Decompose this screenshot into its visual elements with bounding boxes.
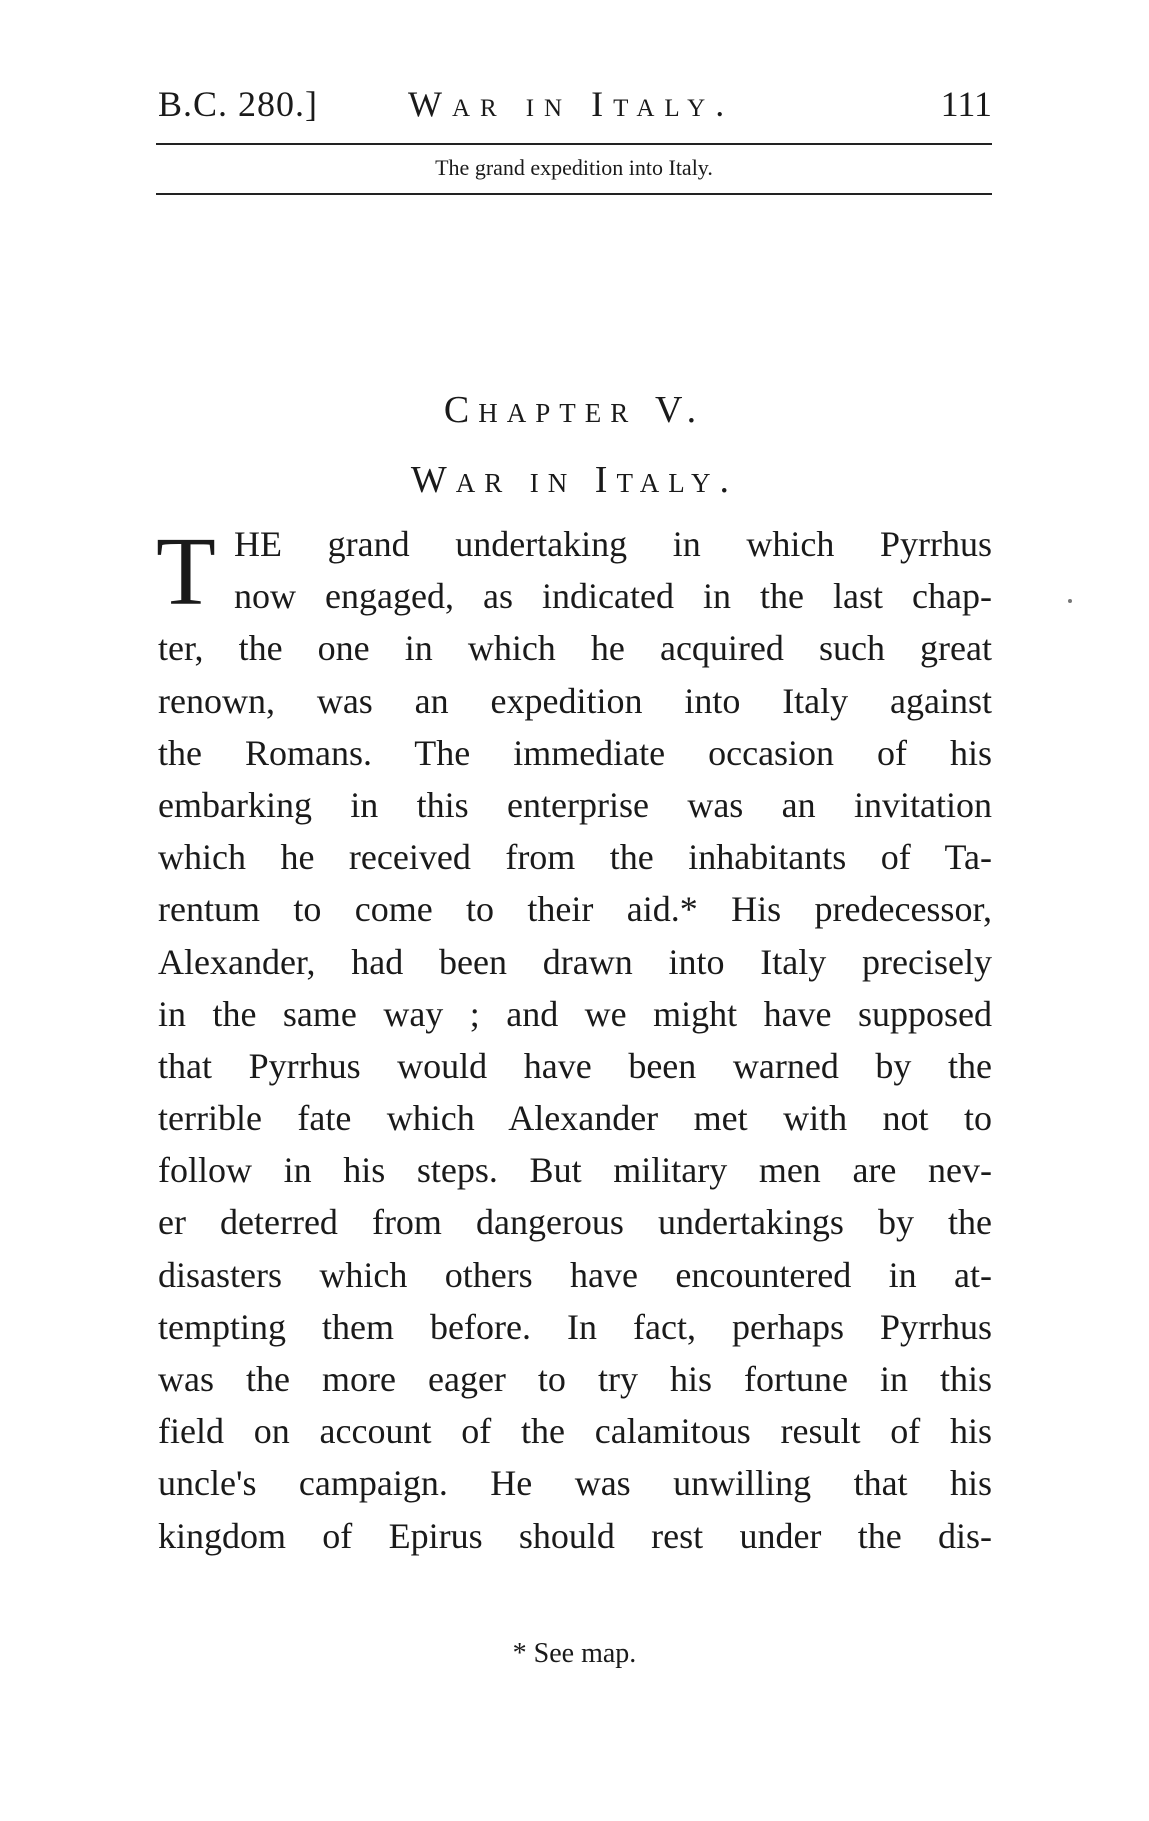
footnote: * See map. [512, 1638, 637, 1669]
body-line: renown, was an expedition into Italy against [158, 680, 992, 721]
print-speck [1068, 599, 1072, 603]
body-line: HE grand undertaking in which Pyrrhus [234, 524, 992, 564]
body-line: rentum to come to their aid.* His predecessor, [158, 889, 992, 930]
body-line: the Romans. The immediate occasion of his [158, 732, 992, 773]
body-line: Alexander, had been drawn into Italy precisely [158, 941, 992, 982]
body-line: tempting them before. In fact, perhaps Pyrrhus [158, 1306, 992, 1347]
body-line: embarking in this enterprise was an invitation [158, 784, 992, 825]
running-head-title: War in Italy. [408, 84, 735, 124]
body-line: terrible fate which Alexander met with not to [158, 1098, 992, 1139]
chapter-body [158, 518, 992, 1562]
body-line: uncle's campaign. He was unwilling that his [158, 1463, 992, 1504]
body-line: that Pyrrhus would have been warned by the [158, 1045, 992, 1086]
drop-cap: T [156, 518, 216, 626]
running-head-date: B.C. 280.] [158, 84, 319, 124]
body-line: er deterred from dangerous undertakings by the [158, 1202, 992, 1243]
header-rule-top [156, 143, 992, 145]
header-rule-bottom [156, 193, 992, 195]
body-line: which he received from the inhabitants of Ta- [158, 837, 992, 878]
body-line: disasters which others have encountered in at- [158, 1254, 992, 1295]
running-head [158, 80, 992, 128]
body-line: ter, the one in which he acquired such great [158, 628, 992, 669]
body-line: follow in his steps. But military men are nev- [158, 1150, 992, 1191]
chapter-number: Chapter V. [443, 389, 706, 431]
body-line: now engaged, as indicated in the last chap- [234, 576, 992, 617]
body-line: in the same way ; and we might have supposed [158, 993, 992, 1034]
page-subtitle: The grand expedition into Italy. [435, 155, 713, 180]
page-number: 111 [940, 84, 992, 124]
chapter-title: War in Italy. [410, 459, 739, 501]
body-line: was the more eager to try his fortune in this [158, 1359, 992, 1399]
body-line: kingdom of Epirus should rest under the dis- [158, 1515, 992, 1556]
body-line: field on account of the calamitous result of his [158, 1411, 992, 1452]
